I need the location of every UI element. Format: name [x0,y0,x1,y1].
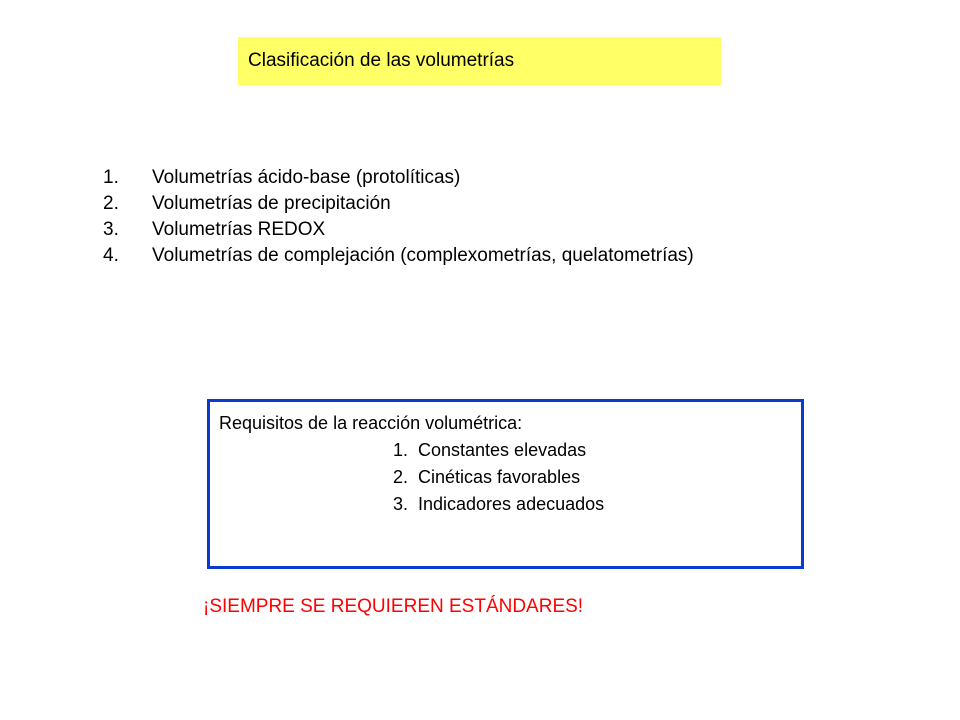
standards-warning: ¡SIEMPRE SE REQUIEREN ESTÁNDARES! [203,596,584,617]
list-item [103,191,694,217]
list-item-number: 3. [103,219,119,240]
requirement-number: 2. [393,467,409,487]
list-item-label: Volumetrías de complejación (complexometrías, quelatometrías) [152,245,694,266]
requirement-label: Indicadores adecuados [418,494,605,514]
requirements-box [207,399,804,569]
list-item-number: 1. [103,167,119,188]
requirement-number: 1. [393,440,409,460]
list-item-label: Volumetrías ácido-base (protolíticas) [152,167,461,188]
requirement-number: 3. [393,494,409,514]
list-item-label: Volumetrías de precipitación [152,193,391,214]
list-item-label: Volumetrías REDOX [152,219,326,240]
requirement-item [393,491,801,518]
list-item-number: 2. [103,193,119,214]
list-item-number: 4. [103,245,119,266]
requirements-heading: Requisitos de la reacción volumétrica: [219,413,523,433]
page-title: Clasificación de las volumetrías [248,50,515,71]
list-item [103,165,694,191]
requirement-item [393,437,801,464]
requirement-label: Cinéticas favorables [418,467,581,487]
list-item [103,217,694,243]
list-item [103,243,694,269]
requirement-item [393,464,801,491]
requirements-list [219,437,801,518]
title-box [238,37,721,85]
requirement-label: Constantes elevadas [418,440,587,460]
classification-list [103,165,694,269]
